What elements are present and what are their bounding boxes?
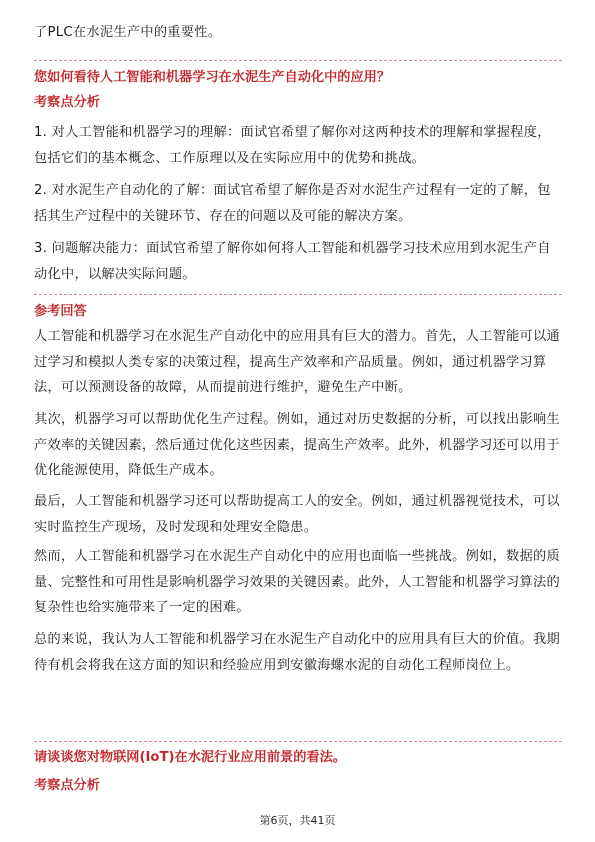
answer-heading: 参考回答 [34, 304, 87, 319]
analysis-point: 1. 对人工智能和机器学习的理解：面试官希望了解你对这两种技术的理解和掌握程度，包括它们的基本概念、工作原理以及在实际应用中的优势和挑战。 [34, 125, 551, 166]
question-title: 请谈谈您对物联网(IoT)在水泥行业应用前景的看法。 [34, 750, 346, 765]
answer-paragraph: 总的来说，我认为人工智能和机器学习在水泥生产自动化中的应用具有巨大的价值。我期待有机会将我在这方面的知识和经验应用到安徽海螺水泥的自动化工程师岗位上。 [34, 632, 561, 673]
page-number-footer: 第6页，共41页 [259, 814, 336, 827]
answer-paragraph: 最后，人工智能和机器学习还可以帮助提高工人的安全。例如，通过机器视觉技术，可以实时监控生产现场，及时发现和处理安全隐患。 [34, 494, 561, 535]
intro-tail-text: 了PLC在水泥生产中的重要性。 [34, 25, 222, 40]
answer-paragraph: 然而，人工智能和机器学习在水泥生产自动化中的应用也面临一些挑战。例如，数据的质量、完整性和可用性是影响机器学习效果的关键因素。此外，人工智能和机器学习算法的复杂性也给实施带来了一定的困难。 [34, 549, 561, 615]
section-divider [34, 294, 562, 295]
analysis-heading: 考察点分析 [34, 778, 100, 793]
section-divider [34, 60, 562, 61]
analysis-point: 3. 问题解决能力：面试官希望了解你如何将人工智能和机器学习技术应用到水泥生产自动化中，以解决实际问题。 [34, 241, 551, 282]
analysis-heading: 考察点分析 [34, 95, 100, 110]
answer-paragraph: 其次，机器学习可以帮助优化生产过程。例如，通过对历史数据的分析，可以找出影响生产效率的关键因素，然后通过优化这些因素，提高生产效率。此外，机器学习还可以用于优化能源使用，降低生产成本。 [34, 412, 561, 478]
question-title: 您如何看待人工智能和机器学习在水泥生产自动化中的应用？ [34, 70, 391, 85]
section-divider [34, 741, 562, 742]
analysis-point: 2. 对水泥生产自动化的了解：面试官希望了解你是否对水泥生产过程有一定的了解，包括其生产过程中的关键环节、存在的问题以及可能的解决方案。 [34, 183, 551, 224]
answer-paragraph: 人工智能和机器学习在水泥生产自动化中的应用具有巨大的潜力。首先，人工智能可以通过学习和模拟人类专家的决策过程，提高生产效率和产品质量。例如，通过机器学习算法，可以预测设备的故障，从而提前进行维护，避免生产中断。 [34, 329, 561, 395]
